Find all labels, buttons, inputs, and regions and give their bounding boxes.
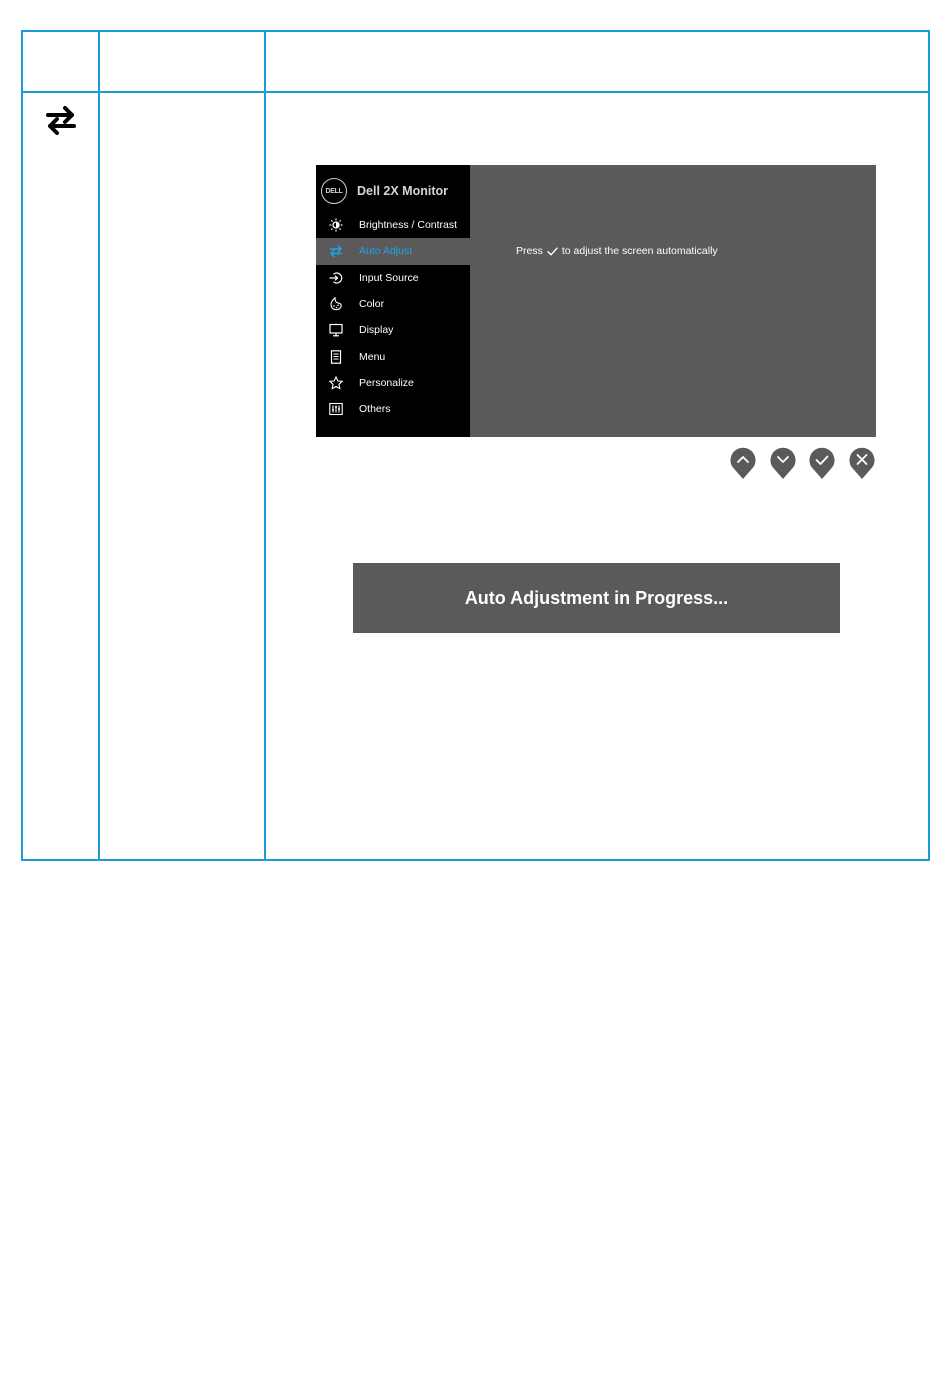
others-icon [328,401,344,417]
menu-item-personalize[interactable] [316,370,470,396]
menu-item-label: Display [359,324,394,337]
dell-logo: DELL [321,178,347,204]
auto-adjust-icon [43,102,79,138]
input-source-icon [328,270,344,286]
menu-item-others[interactable] [316,396,470,422]
osd-title: Dell 2X Monitor [357,184,448,198]
down-button[interactable] [769,446,797,480]
menu-item-label: Others [359,403,391,416]
confirm-button[interactable] [808,446,836,480]
check-icon [547,246,558,257]
menu-item-brightness-contrast[interactable] [316,212,470,238]
column-divider-1 [98,32,100,859]
check-icon [808,446,836,480]
menu-item-label: Brightness / Contrast [359,219,458,232]
menu-item-color[interactable] [316,291,470,317]
exit-button[interactable] [848,446,876,480]
close-icon [848,446,876,480]
menu-item-label: Color [359,298,385,311]
osd-message [516,245,718,257]
auto-adjust-icon [328,243,344,259]
brightness-icon [328,217,344,233]
menu-item-auto-adjust[interactable] [316,238,470,264]
star-icon [328,375,344,391]
osd-message-suffix: to adjust the screen automatically [561,245,718,257]
display-icon [328,322,344,338]
up-button[interactable] [729,446,757,480]
menu-icon [328,349,344,365]
down-icon [769,446,797,480]
menu-item-menu[interactable] [316,343,470,369]
menu-item-label: Auto Adjust [359,245,413,258]
menu-item-label: Input Source [359,271,419,284]
menu-item-label: Personalize [359,376,414,389]
color-icon [328,296,344,312]
osd-message-prefix: Press [516,245,543,257]
banner-text: Auto Adjustment in Progress... [464,587,729,608]
menu-item-label: Menu [359,350,386,363]
auto-adjust-progress-banner [353,563,840,633]
column-divider-2 [264,32,266,859]
osd-menu-list [316,212,470,422]
osd-sidebar [316,165,470,437]
menu-item-display[interactable] [316,317,470,343]
menu-item-input-source[interactable] [316,265,470,291]
table-header-divider [23,91,928,93]
osd-menu [316,165,876,437]
osd-header [321,176,448,206]
up-icon [729,446,757,480]
